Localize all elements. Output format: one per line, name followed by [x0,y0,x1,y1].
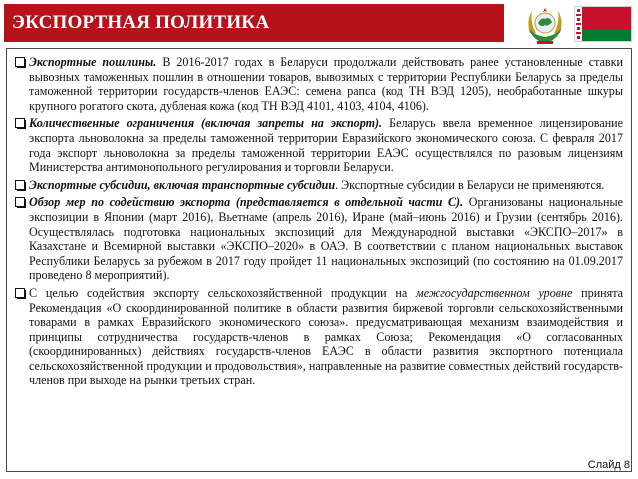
list-item [15,286,623,388]
belarus-emblem-icon [524,3,566,47]
item-body: С целью содействия экспорту сельскохозяйственной продукции на [29,285,417,300]
content-panel [6,48,632,472]
item-heading: Количественные ограничения (включая запреты на экспорт). [29,116,383,131]
item-body: . Экспортные субсидии в Беларуси не применяются. [335,177,605,192]
checkbox-bullet-icon [15,197,26,207]
checkbox-bullet-icon [15,180,26,190]
checkbox-bullet-icon [15,118,26,128]
item-heading: Экспортные субсидии, включая транспортные субсидии [29,177,336,192]
list-item-text [29,286,623,388]
list-item [15,55,623,113]
list-item-text [29,178,623,193]
item-body: В 2016-2017 годах в Беларуси продолжали действовать ранее установленные ставки вывозных таможенных пошлин в отношении товаров, вывозимых с территории Республики Беларусь за пределы таможенной территории государств-членов ЕАЭС: семена рапса (код ТН ВЭД 1205), необработанные шкуры крупного рогатого скота, дубленая кожа (код ТН ВЭД 4101, 4103, 4104, 4106). [29,55,623,113]
checkbox-bullet-icon [15,288,26,298]
item-body: Беларусь ввела временное лицензирование экспорта льноволокна за пределы таможенной территории Евразийского экономического союза. С февраля 2017 года экспорт льноволокна за пределы таможенной территории ЕАЭС осуществлялся по разовым лицензиям Министерства антимонопольного регулирования и торговли Беларуси. [29,116,624,175]
list-item-text [29,116,623,174]
list-item [15,195,623,283]
item-heading: Обзор мер по содействию экспорта (представляется в отдельной части С). [29,195,464,210]
header-bar [4,4,504,42]
list-item-text [29,55,623,113]
belarus-flag-icon [574,6,632,42]
item-heading: Экспортные пошлины. [29,55,157,69]
list-item [15,178,623,193]
page-title: ЭКСПОРТНАЯ ПОЛИТИКА [12,12,270,33]
item-body: Организованы национальные экспозиции в Японии (март 2016), Вьетнаме (апрель 2016), Иране (май–июнь 2016) и Грузии (сентябрь 2016). Осуществлялась подготовка национальных экспозиций для Международной выставки «ЭКСПО–2017» в Казахстане и Всемирной выставки «ЭКСПО–2020» в ОАЭ. В соответствии с планом национальных выставок Республики Беларусь за рубежом в 2017 году пройдет 11 национальных экспозиций (по состоянию на 01.09.2017 проведено 8 мероприятий). [29,195,623,283]
item-emphasis: межгосударственном уровне [416,285,573,300]
item-body: принята Рекомендация «О скоординированной политике в области развития биржевой торговли сельскохозяйственными товарами в рамках Евразийского экономического союза». предусматривающая механизм взаимодействия и принципы сотрудничества государств-членов в рамках Союза; Рекомендация «О согласованных (скоординированных) действиях государств-членов ЕАЭС в области развития экспортного потенциала сельскохозяйственной продукции и продовольствия», направленные на развитие совместных действий государств-членов при выходе на рынки третьих стран. [29,285,624,388]
checkbox-bullet-icon [15,57,26,67]
list-item [15,116,623,174]
list-item-text [29,195,623,283]
slide-number: Слайд 8 [587,459,630,471]
